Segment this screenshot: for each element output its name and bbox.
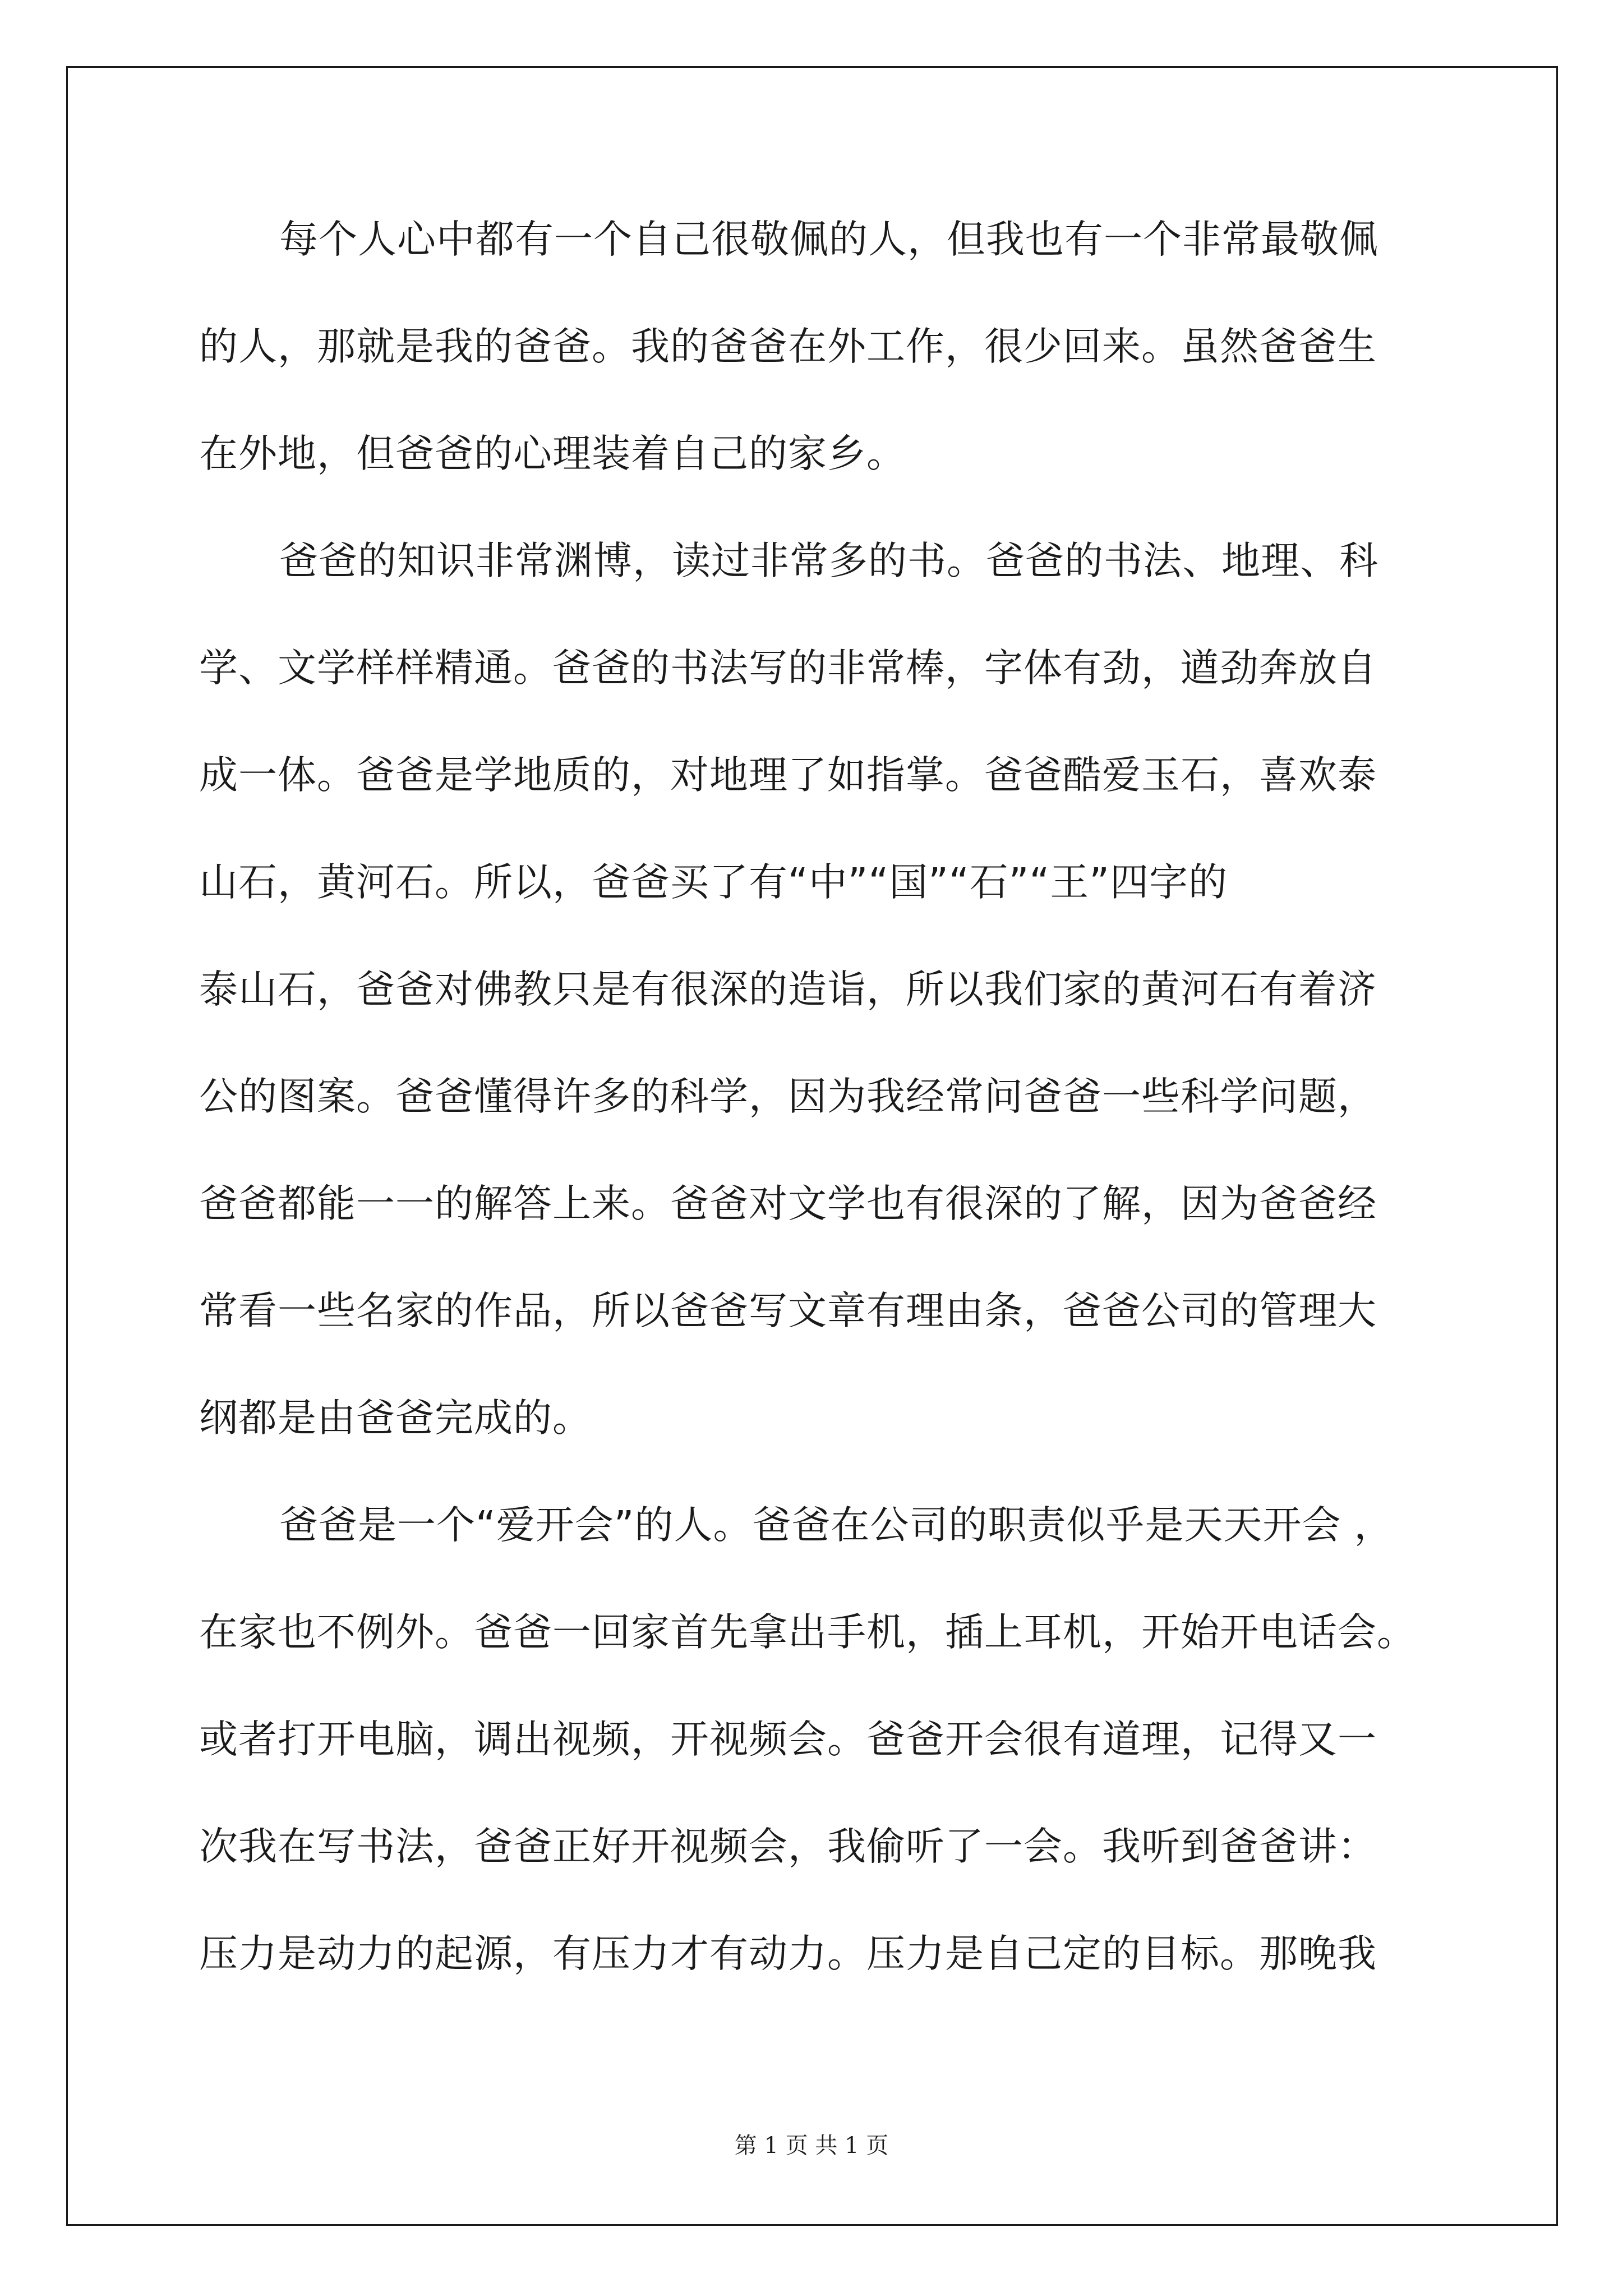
paragraph-2-line-5: 泰山石，爸爸对佛教只是有很深的造诣，所以我们家的黄河石有着济	[199, 967, 1377, 1012]
document-body	[199, 217, 1433, 2042]
paragraph-2-line-8: 常看一些名家的作品，所以爸爸写文章有理由条，爸爸公司的管理大	[199, 1289, 1377, 1333]
paragraph-3-line-2: 在家也不例外。爸爸一回家首先拿出手机，插上耳机，开始开电话会。	[199, 1610, 1416, 1655]
page-number-footer: 第 1 页 共 1 页	[734, 2133, 889, 2159]
paragraph-2-line-6: 公的图案。爸爸懂得许多的科学，因为我经常问爸爸一些科学问题，	[199, 1074, 1377, 1119]
paragraph-2-line-4: 山石，黄河石。所以，爸爸买了有“中”“国”“石”“王”四字的	[199, 860, 1228, 905]
paragraph-1-line-1: 每个人心中都有一个自己很敬佩的人，但我也有一个非常最敬佩	[279, 217, 1378, 262]
paragraph-2-line-7: 爸爸都能一一的解答上来。爸爸对文学也有很深的了解，因为爸爸经	[199, 1181, 1377, 1226]
paragraph-1-line-2: 的人，那就是我的爸爸。我的爸爸在外工作，很少回来。虽然爸爸生	[199, 324, 1377, 369]
paragraph-3-line-1: 爸爸是一个“爱开会”的人。爸爸在公司的职责似乎是天天开会 ，	[279, 1503, 1394, 1548]
paragraph-2-line-3: 成一体。爸爸是学地质的，对地理了如指掌。爸爸酷爱玉石，喜欢泰	[199, 753, 1377, 798]
paragraph-2-line-2: 学、文学样样精通。爸爸的书法写的非常棒，字体有劲，遒劲奔放自	[199, 646, 1377, 691]
paragraph-3-line-5: 压力是动力的起源，有压力才有动力。压力是自己定的目标。那晚我	[199, 1931, 1377, 1976]
paragraph-1-line-3: 在外地，但爸爸的心理装着自己的家乡。	[199, 431, 906, 476]
paragraph-3-line-3: 或者打开电脑，调出视频，开视频会。爸爸开会很有道理，记得又一	[199, 1717, 1377, 1762]
paragraph-2-line-9: 纲都是由爸爸完成的。	[199, 1396, 592, 1441]
paragraph-3-line-4: 次我在写书法，爸爸正好开视频会，我偷听了一会。我听到爸爸讲：	[199, 1824, 1377, 1869]
paragraph-2-line-1: 爸爸的知识非常渊博，读过非常多的书。爸爸的书法、地理、科	[279, 539, 1378, 583]
